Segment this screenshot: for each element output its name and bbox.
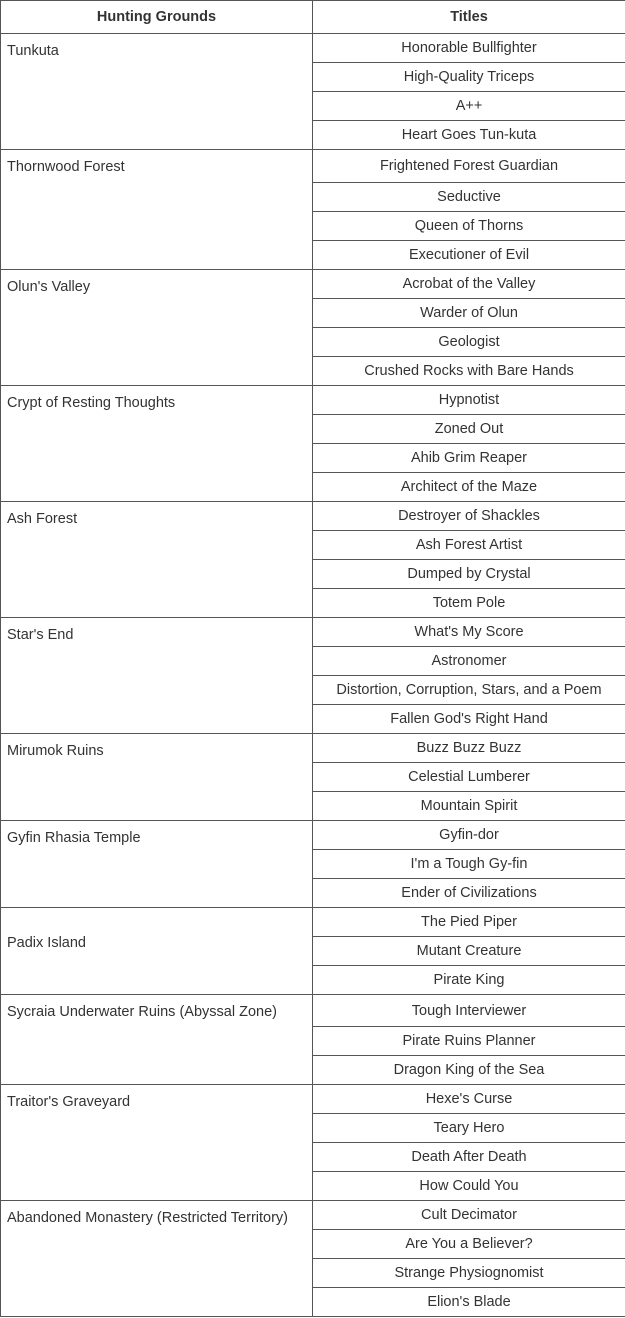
title-cell: Honorable Bullfighter	[313, 34, 625, 63]
title-cell: Astronomer	[313, 647, 625, 676]
title-cell: Fallen God's Right Hand	[313, 705, 625, 734]
table-row	[1, 270, 625, 299]
hunting-ground-cell: Tunkuta	[1, 34, 313, 150]
hunting-ground-cell: Sycraia Underwater Ruins (Abyssal Zone)	[1, 995, 313, 1085]
table-row	[1, 386, 625, 415]
title-cell: A++	[313, 92, 625, 121]
title-cell: Hexe's Curse	[313, 1085, 625, 1114]
hunting-ground-cell: Traitor's Graveyard	[1, 1085, 313, 1201]
title-cell: Pirate King	[313, 966, 625, 995]
title-cell: Crushed Rocks with Bare Hands	[313, 357, 625, 386]
title-cell: Totem Pole	[313, 589, 625, 618]
title-cell: Queen of Thorns	[313, 212, 625, 241]
title-cell: Are You a Believer?	[313, 1230, 625, 1259]
title-cell: Buzz Buzz Buzz	[313, 734, 625, 763]
title-cell: Elion's Blade	[313, 1288, 625, 1317]
title-cell: Pirate Ruins Planner	[313, 1027, 625, 1056]
title-cell: Ahib Grim Reaper	[313, 444, 625, 473]
title-cell: Destroyer of Shackles	[313, 502, 625, 531]
table-row	[1, 734, 625, 763]
title-cell: Executioner of Evil	[313, 241, 625, 270]
title-cell: Mountain Spirit	[313, 792, 625, 821]
table-row	[1, 995, 625, 1027]
title-cell: Geologist	[313, 328, 625, 357]
title-cell: The Pied Piper	[313, 908, 625, 937]
table-row	[1, 618, 625, 647]
hunting-ground-cell: Olun's Valley	[1, 270, 313, 386]
hunting-ground-cell: Thornwood Forest	[1, 150, 313, 270]
header-titles: Titles	[313, 1, 625, 34]
table-row	[1, 908, 625, 937]
title-cell: Frightened Forest Guardian	[313, 150, 625, 183]
title-cell: Ender of Civilizations	[313, 879, 625, 908]
title-cell: Zoned Out	[313, 415, 625, 444]
title-cell: Hypnotist	[313, 386, 625, 415]
table-row	[1, 34, 625, 63]
title-cell: Death After Death	[313, 1143, 625, 1172]
title-cell: Dragon King of the Sea	[313, 1056, 625, 1085]
title-cell: Warder of Olun	[313, 299, 625, 328]
title-cell: Dumped by Crystal	[313, 560, 625, 589]
title-cell: Ash Forest Artist	[313, 531, 625, 560]
title-cell: How Could You	[313, 1172, 625, 1201]
hunting-ground-cell: Gyfin Rhasia Temple	[1, 821, 313, 908]
title-cell: I'm a Tough Gy-fin	[313, 850, 625, 879]
title-cell: Acrobat of the Valley	[313, 270, 625, 299]
table-row	[1, 1085, 625, 1114]
hunting-ground-cell: Mirumok Ruins	[1, 734, 313, 821]
title-cell: Cult Decimator	[313, 1201, 625, 1230]
table-row	[1, 502, 625, 531]
title-cell: Tough Interviewer	[313, 995, 625, 1027]
table-row	[1, 1201, 625, 1230]
hunting-ground-cell: Star's End	[1, 618, 313, 734]
hunting-ground-cell: Abandoned Monastery (Restricted Territory)	[1, 1201, 313, 1317]
table-row	[1, 821, 625, 850]
title-cell: What's My Score	[313, 618, 625, 647]
hunting-ground-cell: Padix Island	[1, 908, 313, 995]
title-cell: High-Quality Triceps	[313, 63, 625, 92]
header-row	[1, 1, 625, 34]
title-cell: Mutant Creature	[313, 937, 625, 966]
title-cell: Heart Goes Tun-kuta	[313, 121, 625, 150]
title-cell: Architect of the Maze	[313, 473, 625, 502]
title-cell: Seductive	[313, 183, 625, 212]
title-cell: Distortion, Corruption, Stars, and a Poem	[313, 676, 625, 705]
title-cell: Gyfin-dor	[313, 821, 625, 850]
title-cell: Strange Physiognomist	[313, 1259, 625, 1288]
table-row	[1, 150, 625, 183]
hunting-ground-cell: Crypt of Resting Thoughts	[1, 386, 313, 502]
hunting-ground-cell: Ash Forest	[1, 502, 313, 618]
header-hunting-grounds: Hunting Grounds	[1, 1, 313, 34]
title-cell: Celestial Lumberer	[313, 763, 625, 792]
title-cell: Teary Hero	[313, 1114, 625, 1143]
